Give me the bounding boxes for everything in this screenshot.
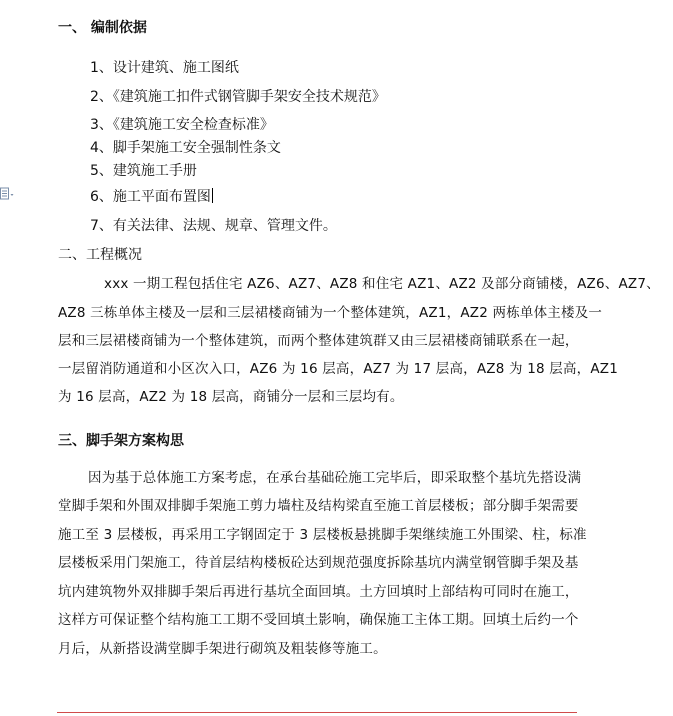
list-item: 3、《建筑施工安全检查标准》 bbox=[90, 117, 274, 133]
paragraph-line: 坑内建筑物外双排脚手架后再进行基坑全面回填。土方回填时上部结构可同时在施工， bbox=[58, 584, 579, 600]
list-item: 7、有关法律、法规、规章、管理文件。 bbox=[90, 218, 337, 234]
list-item-text: 6、施工平面布置图 bbox=[90, 189, 211, 205]
paragraph-line: 堂脚手架和外围双排脚手架施工剪力墙柱及结构梁直至施工首层楼板；部分脚手架需要 bbox=[58, 498, 579, 514]
document-icon[interactable] bbox=[0, 186, 14, 202]
list-item: 2、《建筑施工扣件式钢管脚手架安全技术规范》 bbox=[90, 89, 386, 105]
paragraph-line: 为 16 层高，AZ2 为 18 层高，商铺分一层和三层均有。 bbox=[58, 389, 404, 405]
section3-title: 三、脚手架方案构思 bbox=[58, 433, 184, 449]
paragraph-line: 这样方可保证整个结构施工工期不受回填土影响，确保施工主体工期。回填土后约一个 bbox=[58, 612, 579, 628]
paragraph-line: 因为基于总体施工方案考虑，在承台基础砼施工完毕后，即采取整个基坑先搭设满 bbox=[88, 470, 582, 486]
paragraph-line: 层和三层裙楼商铺为一个整体建筑，而两个整体建筑群又由三层裙楼商铺联系在一起， bbox=[58, 333, 579, 349]
paragraph-line: 施工至 3 层楼板，再采用工字钢固定于 3 层楼板悬挑脚手架继续施工外围梁、柱，标准 bbox=[58, 527, 587, 543]
paragraph-line: AZ8 三栋单体主楼及一层和三层裙楼商铺为一个整体建筑，AZ1，AZ2 两栋单体主楼及一 bbox=[58, 305, 603, 321]
bottom-divider bbox=[57, 712, 577, 713]
list-item: 4、脚手架施工安全强制性条文 bbox=[90, 140, 281, 156]
paragraph-line: xxx 一期工程包括住宅 AZ6、AZ7、AZ8 和住宅 AZ1、AZ2 及部分商铺楼，AZ6、AZ7、 bbox=[104, 276, 660, 292]
list-item: 1、设计建筑、施工图纸 bbox=[90, 60, 239, 76]
paragraph-line: 一层留消防通道和小区次入口，AZ6 为 16 层高，AZ7 为 17 层高，AZ8 为 18 层高，AZ1 bbox=[58, 361, 619, 377]
paragraph-line: 层楼板采用门架施工，待首层结构楼板砼达到规范强度拆除基坑内满堂钢管脚手架及基 bbox=[58, 555, 579, 571]
section2-title: 二、工程概况 bbox=[58, 247, 142, 263]
text-cursor-icon bbox=[212, 188, 213, 203]
paragraph-line: 月后，从新搭设满堂脚手架进行砌筑及粗装修等施工。 bbox=[58, 641, 387, 657]
list-item: 5、建筑施工手册 bbox=[90, 163, 197, 179]
section1-title: 一、 编制依据 bbox=[58, 20, 147, 36]
list-item-with-cursor[interactable] bbox=[90, 186, 213, 206]
